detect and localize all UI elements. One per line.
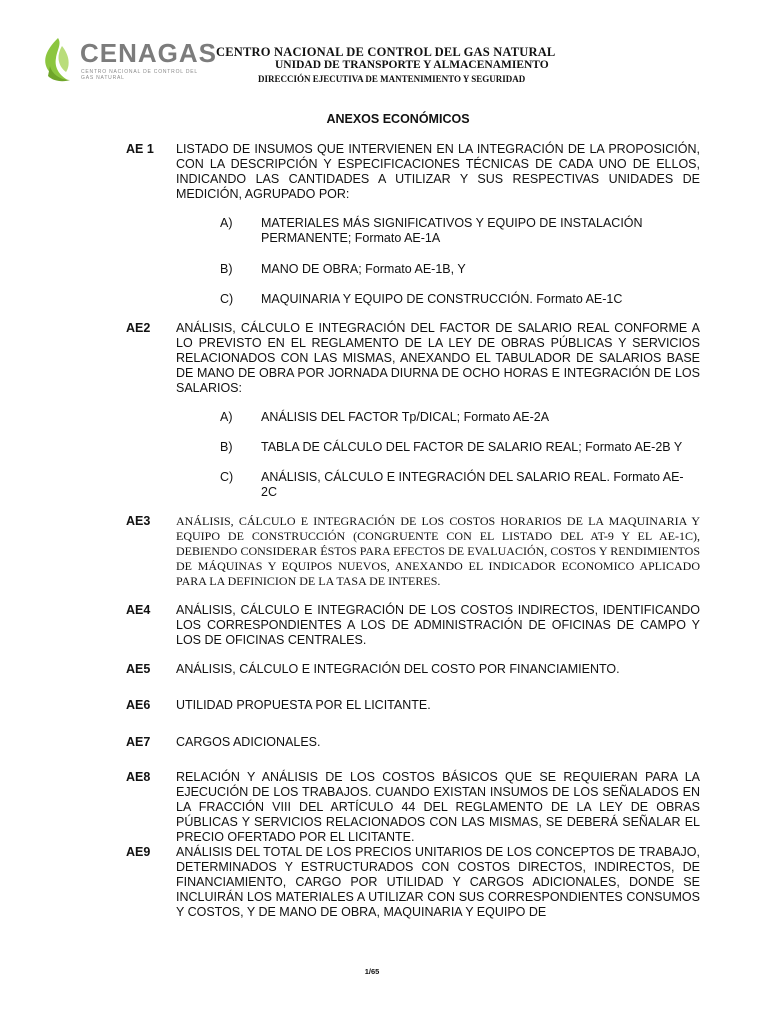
logo-subtext: CENTRO NACIONAL DE CONTROL DEL GAS NATURAL xyxy=(81,69,198,81)
annex-code: AE4 xyxy=(126,603,151,617)
annex-code: AE3 xyxy=(126,514,151,528)
annex-code: AE6 xyxy=(126,698,151,712)
sub-item-text: MAQUINARIA Y EQUIPO DE CONSTRUCCIÓN. Formato AE-1C xyxy=(261,292,623,306)
annex-code: AE 1 xyxy=(126,142,154,156)
sub-item-letter: C) xyxy=(220,470,234,484)
sub-item-text: ANÁLISIS, CÁLCULO E INTEGRACIÓN DEL SALARIO REAL. Formato AE-2C xyxy=(261,470,684,499)
flame-logo-icon xyxy=(40,36,76,84)
sub-item-letter: A) xyxy=(220,410,233,424)
annex-text: ANÁLISIS, CÁLCULO E INTEGRACIÓN DE LOS COSTOS HORARIOS DE LA MAQUINARIA Y EQUIPO DE CONSTRUCCIÓN (CONGRUENTE CON EL LISTADO DEL AT-9 Y EL AE-1C), DEBIENDO CONSIDERAR ÉSTOS PARA EFECTOS DE EVALUACIÓN, COSTOS Y RENDIMIENTOS DE MÁQUINAS Y EQUIPOS NUEVOS, ANEXANDO EL INDICADOR ECONOMICO APLICADO PARA LA DEFINICION DE LA TASA DE INTERES. xyxy=(176,514,700,588)
annex-text: ANÁLISIS, CÁLCULO E INTEGRACIÓN DE LOS COSTOS INDIRECTOS, IDENTIFICANDO LOS CORRESPONDIENTES A LOS DE ADMINISTRACIÓN DE OFICINAS DE CAMPO Y LOS DE OFICINAS CENTRALES. xyxy=(176,603,700,647)
sub-item-letter: A) xyxy=(220,216,233,230)
page-title: ANEXOS ECONÓMICOS xyxy=(326,112,470,126)
sub-item-text: ANÁLISIS DEL FACTOR Tp/DICAL; Formato AE-2A xyxy=(261,410,550,424)
annex-code: AE5 xyxy=(126,662,151,676)
annex-code: AE8 xyxy=(126,770,151,784)
sub-item-letter: C) xyxy=(220,292,234,306)
header-line-1: CENTRO NACIONAL DE CONTROL DEL GAS NATURAL xyxy=(216,45,556,59)
annex-text: RELACIÓN Y ANÁLISIS DE LOS COSTOS BÁSICOS QUE SE REQUIERAN PARA LA EJECUCIÓN DE LOS TRABAJOS. CUANDO EXISTAN INSUMOS DE LOS SEÑALADOS EN LA FRACCIÓN VIII DEL ARTÍCULO 44 DEL REGLAMENTO DE LA LEY DE OBRAS PÚBLICAS Y SERVICIOS RELACIONADOS CON LAS MISMAS, SE DEBERÁ SEÑALAR EL PRECIO OFERTADO POR EL LICITANTE. xyxy=(176,770,700,844)
annex-text: CARGOS ADICIONALES. xyxy=(176,735,321,749)
sub-item-letter: B) xyxy=(220,262,233,276)
annex-code: AE9 xyxy=(126,845,151,859)
annex-text: ANÁLISIS DEL TOTAL DE LOS PRECIOS UNITARIOS DE LOS CONCEPTOS DE TRABAJO, DETERMINADOS Y ESTRUCTURADOS CON COSTOS DIRECTOS, INDIRECTOS, DE FINANCIAMIENTO, CARGO POR UTILIDAD Y CARGOS ADICIONALES, DONDE SE INCLUIRÁN LOS MATERIALES A UTILIZAR CON SUS CORRESPONDIENTES CONSUMOS Y COSTOS, Y DE MANO DE OBRA, MAQUINARIA Y EQUIPO DE xyxy=(176,845,700,919)
annex-text: ANÁLISIS, CÁLCULO E INTEGRACIÓN DEL COSTO POR FINANCIAMIENTO. xyxy=(176,662,620,676)
document-header xyxy=(0,0,768,100)
annex-text: LISTADO DE INSUMOS QUE INTERVIENEN EN LA INTEGRACIÓN DE LA PROPOSICIÓN, CON LA DESCRIPCIÓN Y ESPECIFICACIONES TÉCNICAS DE CADA UNO DE ELLOS, INDICANDO LAS CANTIDADES A UTILIZAR Y SUS RESPECTIVAS UNIDADES DE MEDICIÓN, AGRUPADO POR: xyxy=(176,142,700,201)
page-number: 1/65 xyxy=(364,967,380,976)
logo-wordmark: CENAGAS xyxy=(80,38,218,68)
header-line-3: DIRECCIÓN EJECUTIVA DE MANTENIMIENTO Y SEGURIDAD xyxy=(258,74,526,84)
annex-text: ANÁLISIS, CÁLCULO E INTEGRACIÓN DEL FACTOR DE SALARIO REAL CONFORME A LO PREVISTO EN EL REGLAMENTO DE LA LEY DE OBRAS PÚBLICAS Y SERVICIOS RELACIONADOS CON LAS MISMAS, ANEXANDO EL TABULADOR DE SALARIOS BASE DE MANO DE OBRA POR JORNADA DIURNA DE OCHO HORAS E INTEGRACIÓN DE LOS SALARIOS: xyxy=(176,321,700,395)
annex-text: UTILIDAD PROPUESTA POR EL LICITANTE. xyxy=(176,698,431,712)
header-line-2: UNIDAD DE TRANSPORTE Y ALMACENAMIENTO xyxy=(275,59,549,71)
sub-item-text: MANO DE OBRA; Formato AE-1B, Y xyxy=(261,262,466,276)
sub-item-text: MATERIALES MÁS SIGNIFICATIVOS Y EQUIPO DE INSTALACIÓN PERMANENTE; Formato AE-1A xyxy=(261,216,643,245)
annex-code: AE7 xyxy=(126,735,151,749)
sub-item-letter: B) xyxy=(220,440,233,454)
annex-code: AE2 xyxy=(126,321,151,335)
sub-item-text: TABLA DE CÁLCULO DEL FACTOR DE SALARIO REAL; Formato AE-2B Y xyxy=(261,440,683,454)
cenagas-logo xyxy=(40,36,218,86)
